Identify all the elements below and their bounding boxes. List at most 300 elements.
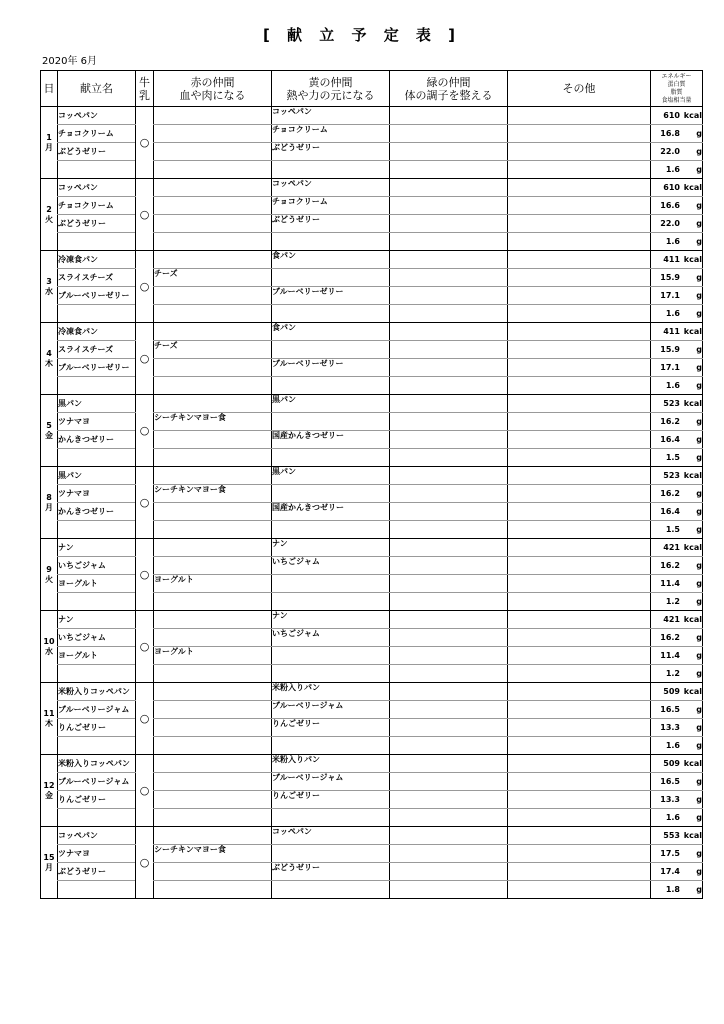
- table-row: [41, 683, 703, 701]
- red-group-item: [154, 395, 272, 413]
- yellow-group-item: [272, 665, 390, 683]
- menu-item: [58, 377, 136, 395]
- red-group-item: [154, 503, 272, 521]
- green-group-item: [390, 611, 508, 629]
- nutrition-number: 411: [663, 255, 680, 264]
- other-item: [508, 197, 651, 215]
- menu-item: [58, 305, 136, 323]
- menu-item: 冷凍食パン: [58, 323, 136, 341]
- nutrition-unit: g: [696, 885, 702, 894]
- red-group-item: ヨーグルト: [154, 647, 272, 665]
- menu-item: ナン: [58, 539, 136, 557]
- nutrition-unit: g: [696, 435, 702, 444]
- menu-item: [58, 737, 136, 755]
- nutrition-number: 15.9: [660, 273, 680, 282]
- green-group-item: [390, 557, 508, 575]
- milk-mark: ○: [136, 467, 154, 539]
- menu-item: [58, 593, 136, 611]
- yellow-group-item: 国産かんきつゼリー: [272, 431, 390, 449]
- day-weekday: 月: [45, 502, 53, 512]
- nutrition-number: 16.8: [660, 129, 680, 138]
- menu-item: 米粉入りコッペパン: [58, 755, 136, 773]
- red-group-item: [154, 233, 272, 251]
- menu-item: かんきつゼリー: [58, 503, 136, 521]
- nutrition-unit: g: [696, 561, 702, 570]
- nutrition-number: 17.1: [660, 363, 680, 372]
- menu-body: [41, 107, 703, 899]
- nutrition-value: [651, 575, 703, 593]
- milk-mark: ○: [136, 539, 154, 611]
- nutrition-unit: g: [696, 273, 702, 282]
- milk-mark: ○: [136, 107, 154, 179]
- red-group-item: [154, 809, 272, 827]
- red-group-item: [154, 323, 272, 341]
- day-weekday: 木: [45, 718, 53, 728]
- nutrition-number: 509: [663, 759, 680, 768]
- other-item: [508, 665, 651, 683]
- other-item: [508, 305, 651, 323]
- menu-item: ブルーベリーゼリー: [58, 359, 136, 377]
- other-item: [508, 683, 651, 701]
- nutrition-unit: g: [696, 165, 702, 174]
- menu-item: コッペパン: [58, 179, 136, 197]
- yellow-group-item: チョコクリーム: [272, 197, 390, 215]
- other-item: [508, 287, 651, 305]
- day-cell: [41, 683, 58, 755]
- other-item: [508, 629, 651, 647]
- green-group-item: [390, 881, 508, 899]
- day-weekday: 水: [45, 286, 53, 296]
- milk-mark: ○: [136, 827, 154, 899]
- green-group-item: [390, 755, 508, 773]
- other-item: [508, 845, 651, 863]
- nutrition-number: 16.2: [660, 561, 680, 570]
- nutrition-value: [651, 395, 703, 413]
- day-cell: [41, 323, 58, 395]
- nutrition-value: [651, 485, 703, 503]
- other-item: [508, 863, 651, 881]
- nutrition-unit: kcal: [683, 687, 702, 696]
- header-nutrition: エネルギー 蛋白質 脂質 食塩相当量: [651, 71, 703, 107]
- day-date: 4: [46, 348, 52, 358]
- nutrition-number: 411: [663, 327, 680, 336]
- red-group-item: [154, 773, 272, 791]
- nutrition-unit: g: [696, 777, 702, 786]
- other-item: [508, 809, 651, 827]
- nutrition-number: 1.5: [665, 453, 680, 462]
- nutrition-number: 1.6: [665, 165, 680, 174]
- yellow-group-item: 米粉入りパン: [272, 755, 390, 773]
- nutrition-unit: kcal: [683, 255, 702, 264]
- header-day: 日: [41, 71, 58, 107]
- other-item: [508, 323, 651, 341]
- nutrition-value: [651, 197, 703, 215]
- nutrition-value: [651, 359, 703, 377]
- yellow-group-item: [272, 377, 390, 395]
- nutrition-value: [651, 719, 703, 737]
- green-group-item: [390, 683, 508, 701]
- day-cell: [41, 179, 58, 251]
- nutrition-number: 523: [663, 471, 680, 480]
- green-group-item: [390, 143, 508, 161]
- menu-item: 黒パン: [58, 395, 136, 413]
- table-row: [41, 755, 703, 773]
- day-date: 3: [46, 276, 52, 286]
- yellow-group-item: りんごゼリー: [272, 719, 390, 737]
- nutrition-number: 13.3: [660, 795, 680, 804]
- red-group-item: [154, 431, 272, 449]
- nutrition-value: [651, 341, 703, 359]
- menu-item: ヨーグルト: [58, 647, 136, 665]
- nutrition-value: [651, 881, 703, 899]
- other-item: [508, 719, 651, 737]
- green-group-item: [390, 827, 508, 845]
- red-group-item: [154, 197, 272, 215]
- green-group-item: [390, 503, 508, 521]
- menu-item: ブルーベリージャム: [58, 701, 136, 719]
- nutrition-number: 1.8: [665, 885, 680, 894]
- nutrition-value: [651, 269, 703, 287]
- day-cell: [41, 395, 58, 467]
- green-group-item: [390, 305, 508, 323]
- other-item: [508, 359, 651, 377]
- menu-item: [58, 881, 136, 899]
- yellow-group-item: [272, 737, 390, 755]
- header-red-group: 赤の仲間 血や肉になる: [154, 71, 272, 107]
- menu-item: ブルーベリーゼリー: [58, 287, 136, 305]
- day-cell: [41, 467, 58, 539]
- green-group-item: [390, 161, 508, 179]
- other-item: [508, 269, 651, 287]
- green-group-item: [390, 629, 508, 647]
- red-group-item: [154, 791, 272, 809]
- day-cell: [41, 611, 58, 683]
- nutrition-number: 16.2: [660, 417, 680, 426]
- menu-item: [58, 161, 136, 179]
- menu-item: コッペパン: [58, 107, 136, 125]
- menu-item: 冷凍食パン: [58, 251, 136, 269]
- day-weekday: 金: [45, 430, 53, 440]
- nutrition-unit: kcal: [683, 543, 702, 552]
- yellow-group-item: 食パン: [272, 323, 390, 341]
- red-group-item: [154, 107, 272, 125]
- header-row: [41, 71, 703, 107]
- nutrition-number: 1.5: [665, 525, 680, 534]
- other-item: [508, 377, 651, 395]
- other-item: [508, 251, 651, 269]
- nutrition-unit: g: [696, 849, 702, 858]
- nutrition-unit: g: [696, 147, 702, 156]
- yellow-group-item: [272, 881, 390, 899]
- nutrition-value: [651, 737, 703, 755]
- nutrition-value: [651, 539, 703, 557]
- menu-item: [58, 521, 136, 539]
- green-group-item: [390, 179, 508, 197]
- green-group-item: [390, 125, 508, 143]
- day-date: 9: [46, 564, 52, 574]
- other-item: [508, 737, 651, 755]
- red-group-item: [154, 611, 272, 629]
- nutrition-unit: kcal: [683, 399, 702, 408]
- milk-mark: ○: [136, 611, 154, 683]
- nutrition-unit: g: [696, 381, 702, 390]
- other-item: [508, 773, 651, 791]
- other-item: [508, 125, 651, 143]
- menu-item: 黒パン: [58, 467, 136, 485]
- table-row: [41, 467, 703, 485]
- nutrition-value: [651, 611, 703, 629]
- green-group-item: [390, 431, 508, 449]
- other-item: [508, 179, 651, 197]
- nutrition-number: 553: [663, 831, 680, 840]
- green-group-item: [390, 809, 508, 827]
- nutrition-unit: g: [696, 453, 702, 462]
- red-group-item: [154, 287, 272, 305]
- red-group-item: [154, 665, 272, 683]
- red-group-item: ヨーグルト: [154, 575, 272, 593]
- green-group-item: [390, 719, 508, 737]
- day-weekday: 金: [45, 790, 53, 800]
- milk-mark: ○: [136, 179, 154, 251]
- nutrition-value: [651, 449, 703, 467]
- nutrition-value: [651, 791, 703, 809]
- nutrition-unit: g: [696, 363, 702, 372]
- yellow-group-item: [272, 449, 390, 467]
- yellow-group-item: 黒パン: [272, 467, 390, 485]
- nutrition-value: [651, 701, 703, 719]
- nutrition-number: 13.3: [660, 723, 680, 732]
- nutrition-value: [651, 179, 703, 197]
- nutrition-unit: g: [696, 795, 702, 804]
- nutrition-number: 421: [663, 543, 680, 552]
- nutrition-unit: g: [696, 597, 702, 606]
- nutrition-number: 22.0: [660, 219, 680, 228]
- red-group-item: [154, 827, 272, 845]
- yellow-group-item: ブルーベリーゼリー: [272, 359, 390, 377]
- nutrition-value: [651, 593, 703, 611]
- nutrition-value: [651, 503, 703, 521]
- nutrition-number: 16.2: [660, 489, 680, 498]
- red-group-item: [154, 449, 272, 467]
- other-item: [508, 701, 651, 719]
- menu-item: りんごゼリー: [58, 719, 136, 737]
- red-group-item: シーチキンマヨー食: [154, 845, 272, 863]
- nutrition-number: 16.5: [660, 777, 680, 786]
- menu-item: ブルーベリージャム: [58, 773, 136, 791]
- nutrition-value: [651, 431, 703, 449]
- nutrition-value: [651, 467, 703, 485]
- green-group-item: [390, 701, 508, 719]
- milk-mark: ○: [136, 395, 154, 467]
- yellow-group-item: コッペパン: [272, 107, 390, 125]
- yellow-group-item: いちごジャム: [272, 629, 390, 647]
- nutrition-number: 1.6: [665, 309, 680, 318]
- menu-item: スライスチーズ: [58, 341, 136, 359]
- day-cell: [41, 251, 58, 323]
- red-group-item: [154, 755, 272, 773]
- yellow-group-item: ブルーベリーゼリー: [272, 287, 390, 305]
- nutrition-unit: kcal: [683, 831, 702, 840]
- yellow-group-item: ブルーベリージャム: [272, 773, 390, 791]
- day-weekday: 火: [45, 574, 53, 584]
- nutrition-value: [651, 143, 703, 161]
- yellow-group-item: いちごジャム: [272, 557, 390, 575]
- menu-item: ツナマヨ: [58, 845, 136, 863]
- green-group-item: [390, 413, 508, 431]
- menu-item: いちごジャム: [58, 629, 136, 647]
- nutrition-unit: g: [696, 507, 702, 516]
- day-date: 2: [46, 204, 52, 214]
- other-item: [508, 143, 651, 161]
- other-item: [508, 521, 651, 539]
- yellow-group-item: [272, 233, 390, 251]
- red-group-item: [154, 251, 272, 269]
- nutrition-number: 15.9: [660, 345, 680, 354]
- nutrition-unit: kcal: [683, 471, 702, 480]
- day-weekday: 木: [45, 358, 53, 368]
- green-group-item: [390, 593, 508, 611]
- nutrition-unit: kcal: [683, 327, 702, 336]
- yellow-group-item: [272, 647, 390, 665]
- header-green-group: 緑の仲間 体の調子を整える: [390, 71, 508, 107]
- red-group-item: [154, 719, 272, 737]
- day-date: 1: [46, 132, 52, 142]
- nutrition-unit: g: [696, 651, 702, 660]
- day-weekday: 月: [45, 142, 53, 152]
- other-item: [508, 341, 651, 359]
- yellow-group-item: 食パン: [272, 251, 390, 269]
- green-group-item: [390, 737, 508, 755]
- red-group-item: [154, 359, 272, 377]
- nutrition-unit: kcal: [683, 615, 702, 624]
- other-item: [508, 881, 651, 899]
- nutrition-number: 523: [663, 399, 680, 408]
- green-group-item: [390, 467, 508, 485]
- page-title: [ 献 立 予 定 表 ]: [262, 26, 462, 44]
- menu-item: ヨーグルト: [58, 575, 136, 593]
- green-group-item: [390, 647, 508, 665]
- nutrition-unit: g: [696, 705, 702, 714]
- green-group-item: [390, 269, 508, 287]
- red-group-item: [154, 377, 272, 395]
- header-other: その他: [508, 71, 651, 107]
- red-group-item: [154, 125, 272, 143]
- red-group-item: [154, 863, 272, 881]
- green-group-item: [390, 377, 508, 395]
- nutrition-unit: g: [696, 345, 702, 354]
- nutrition-number: 16.4: [660, 507, 680, 516]
- nutrition-unit: g: [696, 669, 702, 678]
- menu-item: チョコクリーム: [58, 197, 136, 215]
- menu-item: ぶどうゼリー: [58, 215, 136, 233]
- day-date: 12: [43, 780, 55, 790]
- green-group-item: [390, 359, 508, 377]
- yellow-group-item: ブルーベリージャム: [272, 701, 390, 719]
- nutrition-value: [651, 827, 703, 845]
- nutrition-value: [651, 413, 703, 431]
- nutrition-unit: kcal: [683, 111, 702, 120]
- nutrition-unit: g: [696, 525, 702, 534]
- table-row: [41, 179, 703, 197]
- nutrition-number: 610: [663, 183, 680, 192]
- nutrition-unit: g: [696, 309, 702, 318]
- other-item: [508, 161, 651, 179]
- menu-item: コッペパン: [58, 827, 136, 845]
- header-milk: 牛 乳: [136, 71, 154, 107]
- menu-item: [58, 809, 136, 827]
- red-group-item: [154, 179, 272, 197]
- green-group-item: [390, 575, 508, 593]
- green-group-item: [390, 485, 508, 503]
- red-group-item: [154, 683, 272, 701]
- nutrition-value: [651, 233, 703, 251]
- green-group-item: [390, 773, 508, 791]
- yellow-group-item: [272, 485, 390, 503]
- milk-mark: ○: [136, 251, 154, 323]
- red-group-item: チーズ: [154, 341, 272, 359]
- yellow-group-item: [272, 305, 390, 323]
- nutrition-value: [651, 323, 703, 341]
- yellow-group-item: コッペパン: [272, 827, 390, 845]
- yellow-group-item: ナン: [272, 539, 390, 557]
- nutrition-unit: g: [696, 867, 702, 876]
- nutrition-number: 11.4: [660, 651, 680, 660]
- green-group-item: [390, 845, 508, 863]
- red-group-item: [154, 143, 272, 161]
- nutrition-number: 1.6: [665, 381, 680, 390]
- nutrition-number: 1.2: [665, 669, 680, 678]
- green-group-item: [390, 215, 508, 233]
- nutrition-unit: g: [696, 633, 702, 642]
- nutrition-number: 1.6: [665, 813, 680, 822]
- red-group-item: [154, 215, 272, 233]
- yellow-group-item: りんごゼリー: [272, 791, 390, 809]
- nutrition-number: 22.0: [660, 147, 680, 156]
- other-item: [508, 755, 651, 773]
- red-group-item: [154, 701, 272, 719]
- nutrition-value: [651, 107, 703, 125]
- milk-mark: ○: [136, 683, 154, 755]
- other-item: [508, 575, 651, 593]
- red-group-item: [154, 305, 272, 323]
- green-group-item: [390, 791, 508, 809]
- day-date: 5: [46, 420, 52, 430]
- nutrition-number: 1.2: [665, 597, 680, 606]
- green-group-item: [390, 287, 508, 305]
- menu-item: りんごゼリー: [58, 791, 136, 809]
- nutrition-number: 11.4: [660, 579, 680, 588]
- red-group-item: チーズ: [154, 269, 272, 287]
- nutrition-unit: kcal: [683, 183, 702, 192]
- red-group-item: [154, 467, 272, 485]
- green-group-item: [390, 539, 508, 557]
- other-item: [508, 485, 651, 503]
- menu-item: [58, 665, 136, 683]
- yellow-group-item: 国産かんきつゼリー: [272, 503, 390, 521]
- green-group-item: [390, 107, 508, 125]
- table-row: [41, 539, 703, 557]
- nutrition-number: 17.1: [660, 291, 680, 300]
- red-group-item: [154, 539, 272, 557]
- nutrition-unit: g: [696, 129, 702, 138]
- green-group-item: [390, 449, 508, 467]
- green-group-item: [390, 665, 508, 683]
- red-group-item: [154, 593, 272, 611]
- table-row: [41, 827, 703, 845]
- other-item: [508, 107, 651, 125]
- nutrition-unit: g: [696, 201, 702, 210]
- red-group-item: [154, 161, 272, 179]
